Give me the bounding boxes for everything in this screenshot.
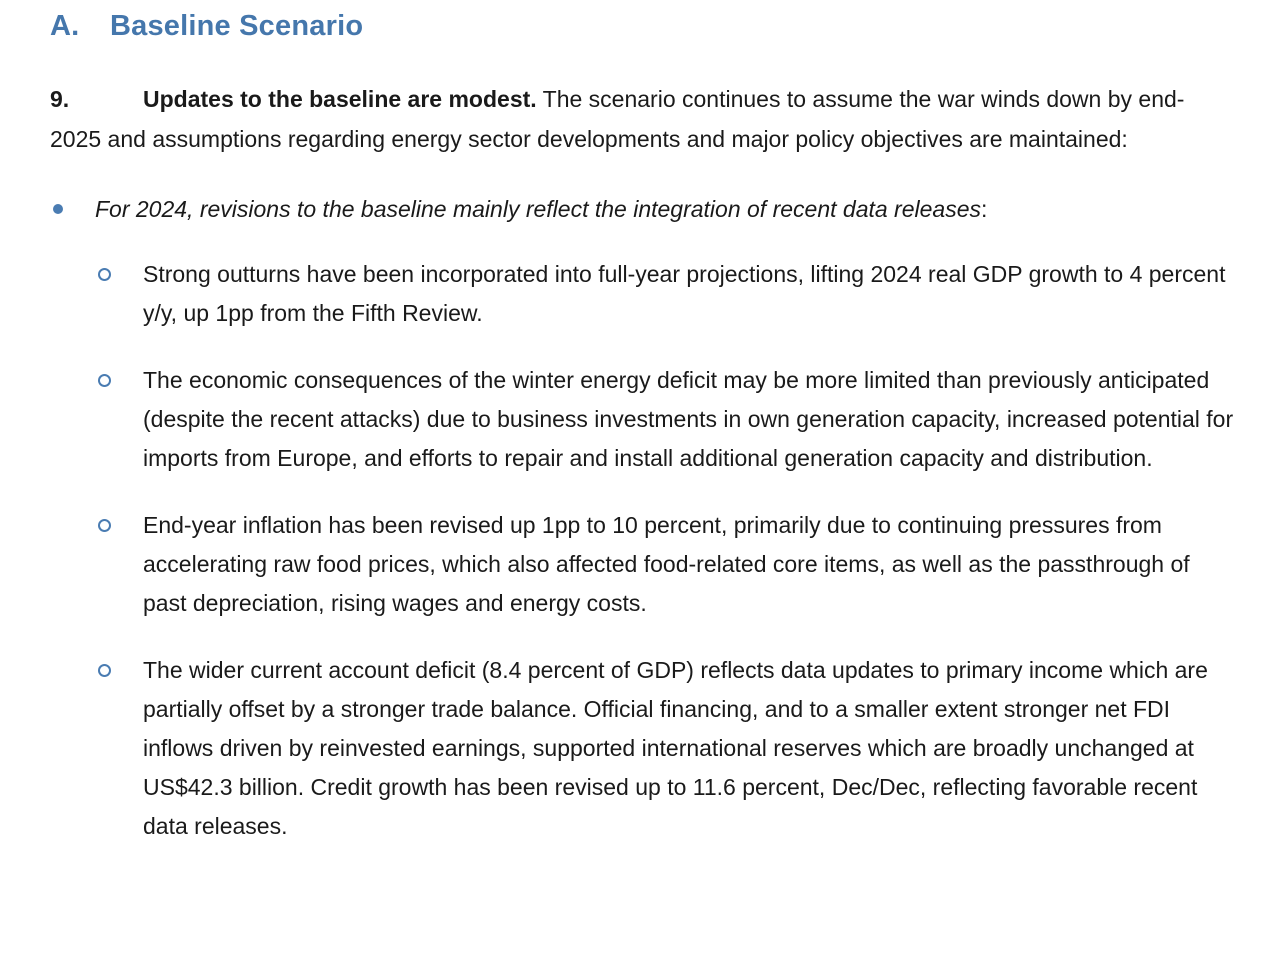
bullet-item (50, 189, 1195, 229)
open-circle-bullet-icon (98, 519, 111, 532)
bullet-text-italic: For 2024, revisions to the baseline mainly reflect the integration of recent data releases (95, 196, 981, 222)
open-circle-bullet-icon (98, 374, 111, 387)
section-letter: A. (50, 10, 80, 42)
sub-bullet-current-account (50, 651, 1238, 846)
sub-bullet-text: The economic consequences of the winter energy deficit may be more limited than previously anticipated (despite the recent attacks) due to business investments in own generation capacity, increased potential for imports from Europe, and efforts to repair and install additional generation capacity and distribution. (143, 367, 1234, 471)
sub-bullet-inflation (50, 506, 1238, 623)
sub-bullet-text: Strong outturns have been incorporated into full-year projections, lifting 2024 real GDP growth to 4 percent y/y, up 1pp from the Fifth Review. (143, 261, 1226, 326)
section-heading (50, 10, 1238, 43)
sub-bullet-text: The wider current account deficit (8.4 percent of GDP) reflects data updates to primary income which are partially offset by a stronger trade balance. Official financing, and to a smaller extent stronger net FDI inflows driven by reinvested earnings, supported international reserves which are broadly unchanged at US$42.3 billion. Credit growth has been revised up to 11.6 percent, Dec/Dec, reflecting favorable recent data releases. (143, 657, 1208, 839)
open-circle-bullet-icon (98, 268, 111, 281)
paragraph-9 (50, 79, 1195, 159)
sub-bullet-gdp-growth (50, 255, 1238, 333)
bullet-colon: : (981, 196, 988, 222)
paragraph-body: The scenario continues to assume the war winds down by end-2025 and assumptions regarding energy sector developments and major policy objectives are maintained: (50, 86, 1185, 152)
paragraph-lead-bold: Updates to the baseline are modest. (143, 86, 537, 112)
section-title: Baseline Scenario (110, 10, 364, 42)
sub-bullet-text: End-year inflation has been revised up 1pp to 10 percent, primarily due to continuing pressures from accelerating raw food prices, which also affected food-related core items, as well as the passthrough of past depreciation, rising wages and energy costs. (143, 512, 1190, 616)
paragraph-number: 9. (50, 86, 70, 112)
sub-bullet-energy-deficit (50, 361, 1238, 478)
open-circle-bullet-icon (98, 664, 111, 677)
filled-bullet-icon (53, 204, 63, 214)
